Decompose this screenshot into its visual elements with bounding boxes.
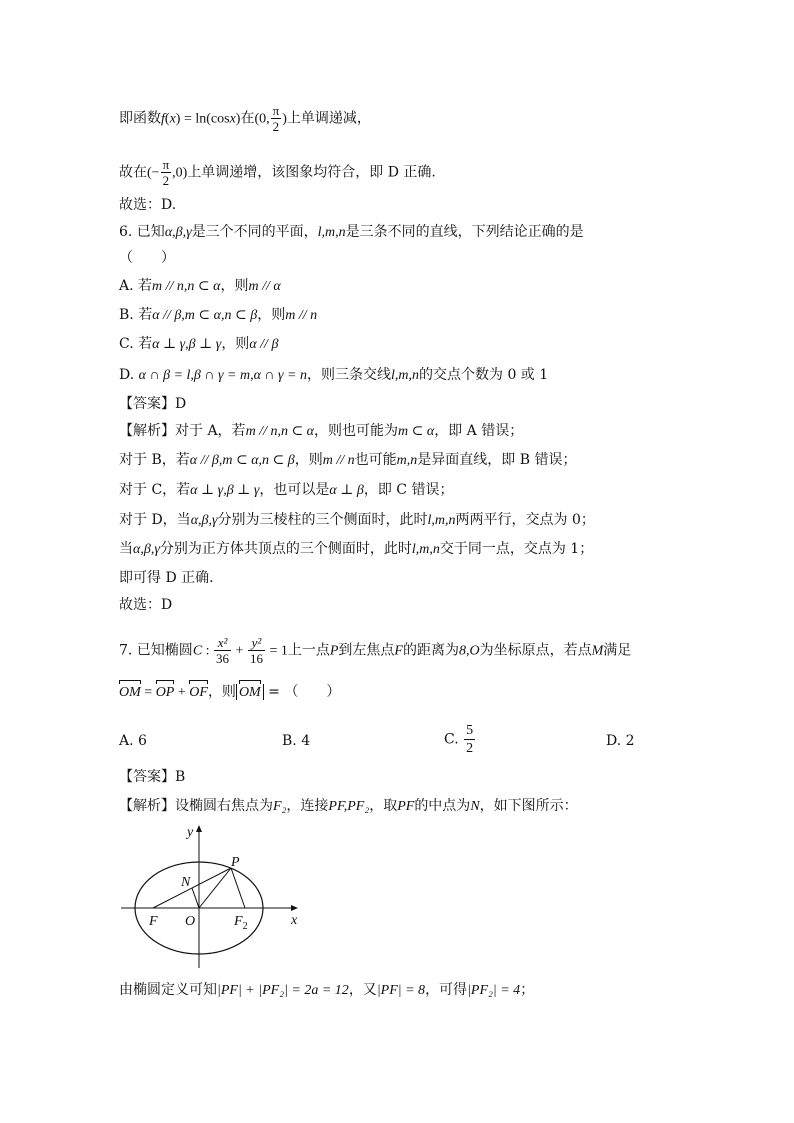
label-o: O (185, 914, 196, 929)
math: + (174, 685, 190, 700)
text: 当 (119, 541, 133, 557)
math: α ∩ β = l,β ∩ γ = m,α ∩ γ = n (138, 368, 307, 383)
text: 也可能 (354, 452, 397, 468)
math: C (192, 643, 203, 659)
answer-choice-line: 故选：D. (119, 197, 177, 213)
text: 上单调递减， (286, 110, 371, 127)
option-7-a: A. 6 (119, 733, 147, 749)
math: α,β,γ (190, 513, 218, 528)
math: m ⊂ α (398, 424, 435, 439)
text: ，则 (220, 278, 249, 294)
text: ，取 (369, 798, 398, 814)
numerator: y² (248, 635, 265, 651)
text: ，则 (257, 307, 286, 323)
text: ，可得 (425, 982, 468, 998)
text: ，连接 (286, 798, 329, 814)
label-y: y (187, 825, 194, 840)
question-7-stem (119, 635, 631, 666)
math-paren: ) (235, 111, 241, 127)
math: m // n (285, 308, 318, 323)
text: C. (444, 731, 459, 748)
text: ，也可以是 (259, 482, 330, 498)
text: ，即 A 错误； (434, 423, 524, 439)
segment-on (192, 888, 199, 908)
math-x: x (169, 111, 176, 127)
explanation-6-a (119, 421, 523, 442)
text: ； (520, 982, 535, 998)
denominator: 16 (249, 651, 263, 666)
text: 是三条不同的直线，下列结论正确的是 (345, 224, 584, 240)
text: B. 若 (119, 307, 153, 323)
text: 即函数 (119, 110, 161, 127)
text: ，则 (207, 684, 236, 700)
math: α ⊥ γ,β ⊥ γ (152, 337, 222, 352)
option-7-c (444, 722, 476, 757)
math: α,β,γ (133, 542, 160, 557)
vector-om: OM (239, 683, 261, 703)
label-f2-main: F (234, 914, 243, 929)
text: 分别为正方体共顶点的三个侧面时，此时 (159, 541, 412, 557)
text: 对于 B，若 (119, 452, 190, 468)
text: 对于 C，若 (119, 482, 191, 498)
text: 上一点 (287, 642, 330, 659)
text: 到左焦点 (338, 642, 395, 659)
answer-7: 【答案】B (119, 769, 186, 785)
math-paren: ) (175, 111, 181, 127)
text: 为坐标原点，若点 (479, 642, 592, 659)
numerator: x² (214, 635, 231, 651)
line-function-increasing (119, 157, 436, 188)
text: 是三个不同的平面， (191, 224, 318, 240)
math: F₂ (273, 799, 287, 814)
math: N (470, 799, 480, 814)
y-axis-arrow (196, 825, 202, 832)
denominator: 2 (272, 119, 280, 134)
math: α // β (249, 337, 279, 352)
fraction-pi-over-2 (161, 157, 172, 188)
text: 故在 (119, 164, 147, 181)
math-interval-open: (0, (254, 111, 270, 127)
vector-of: OF (189, 683, 208, 703)
fraction-5-over-2 (464, 722, 475, 757)
math: M (591, 643, 604, 659)
numerator: 5 (466, 723, 474, 738)
text: 分别为三棱柱的三个侧面时，此时 (217, 512, 428, 528)
math-paren: ( (164, 111, 170, 127)
text: 7. 已知椭圆 (119, 642, 193, 659)
math: m,n (396, 453, 418, 468)
numerator: π (162, 157, 170, 172)
math: m // α (248, 279, 281, 294)
text: ，又 (348, 982, 377, 998)
text: ，即 C 错误； (363, 482, 454, 498)
answer-6: 【答案】D (119, 396, 187, 412)
vector-om: OM (119, 683, 141, 703)
explanation-6-d (119, 510, 595, 531)
label-n: N (181, 875, 191, 890)
explanation-6-c (119, 480, 453, 501)
text: ，如下图所示： (479, 798, 578, 814)
option-6-a (119, 276, 281, 297)
math-cos: (cos (206, 111, 230, 127)
text: 的距离为 (402, 642, 459, 659)
numerator: π (272, 103, 280, 118)
math: l,m,n (317, 225, 346, 240)
math: α // β,m ⊂ α,n ⊂ β (189, 453, 295, 468)
explanation-7-a (119, 796, 578, 817)
math-interval-close: ) (282, 111, 287, 127)
math: α ⊥ γ,β ⊥ γ (190, 483, 260, 498)
option-6-d (119, 365, 548, 386)
answer-choice-6: 故选：D (119, 597, 173, 613)
math: |PF| = 8 (376, 983, 426, 998)
math: m // n,n ⊂ α (152, 279, 221, 294)
math: l,m,n (427, 513, 456, 528)
math: l,m,n (411, 542, 440, 557)
option-7-b: B. 4 (282, 733, 311, 749)
text: 由椭圆定义可知 (119, 982, 217, 998)
math-eq: = ln (180, 111, 207, 127)
math-f: f (161, 111, 165, 127)
math-interval-close: ,0) (172, 165, 188, 181)
question-7-vector-condition (119, 682, 340, 703)
math: α,β,γ (164, 225, 192, 240)
explanation-6-e (119, 539, 593, 560)
math: 8,O (458, 643, 480, 659)
option-6-b (119, 305, 317, 326)
text: 的中点为 (414, 798, 471, 814)
text: 满足 (603, 642, 632, 659)
math: P (329, 643, 339, 659)
ellipse-figure (119, 822, 309, 972)
text: 是异面直线，即 B 错误； (417, 452, 577, 468)
math: α ⊥ β (329, 483, 364, 498)
text: 上单调递增，该图象均符合，即 D 正确. (187, 164, 436, 181)
text: 在 (240, 110, 255, 127)
label-f2-sub: 2 (242, 921, 248, 932)
text: ，则也可能为 (314, 423, 399, 439)
text: A. 若 (119, 278, 153, 294)
text: ，则 (294, 452, 323, 468)
math: PF,PF₂ (328, 799, 370, 814)
explanation-7-b (119, 980, 534, 1001)
text: D. (119, 367, 139, 383)
fraction-y2-16 (248, 635, 265, 666)
label-x: x (291, 913, 298, 928)
fraction-pi-over-2 (271, 103, 282, 134)
text: C. 若 (119, 336, 153, 352)
math: m // n,n ⊂ α (245, 424, 315, 439)
text: 6. 已知 (119, 224, 165, 240)
label-f: F (149, 914, 158, 929)
label-f2 (233, 914, 248, 932)
vector-op: OP (156, 683, 175, 703)
math: = (140, 685, 156, 700)
text: 【解析】设椭圆右焦点为 (119, 798, 273, 814)
text: 的交点个数为 0 或 1 (419, 367, 549, 383)
math-interval-open: (− (147, 165, 160, 181)
math-x: x (229, 111, 236, 127)
explanation-6-b (119, 450, 576, 471)
question-6-stem (119, 222, 584, 243)
math: |PF₂| = 4 (467, 983, 521, 998)
math: α // β,m ⊂ α,n ⊂ β (152, 308, 258, 323)
text: 【解析】对于 A，若 (119, 423, 246, 439)
denominator: 36 (216, 651, 230, 666)
label-p: P (231, 855, 240, 870)
magnitude (236, 684, 264, 700)
text: 对于 D，当 (119, 512, 191, 528)
denominator: 2 (162, 173, 170, 188)
explanation-6-f: 即可得 D 正确. (119, 570, 214, 586)
text: ，则三条交线 (307, 367, 391, 383)
line-function-decreasing (119, 103, 371, 134)
math: |PF| + |PF₂| = 2a = 12 (217, 983, 349, 998)
math: + (232, 643, 247, 659)
x-axis-arrow (291, 905, 298, 911)
option-6-c (119, 334, 278, 355)
math: PF (397, 799, 415, 814)
segment-op (199, 868, 231, 908)
fraction-x2-36 (214, 635, 231, 666)
math: m // n (322, 453, 355, 468)
text: 交于同一点，交点为 1； (439, 541, 594, 557)
math: = 1 (265, 643, 288, 659)
question-6-paren: （ ） (119, 250, 175, 266)
text: 两两平行，交点为 0； (455, 512, 595, 528)
math: l,m,n (391, 368, 419, 383)
math: F (394, 643, 403, 659)
math: : (202, 643, 214, 659)
option-7-d: D. 2 (606, 733, 635, 749)
text: = （ ） (263, 684, 341, 700)
denominator: 2 (466, 741, 474, 756)
text: ，则 (221, 336, 250, 352)
